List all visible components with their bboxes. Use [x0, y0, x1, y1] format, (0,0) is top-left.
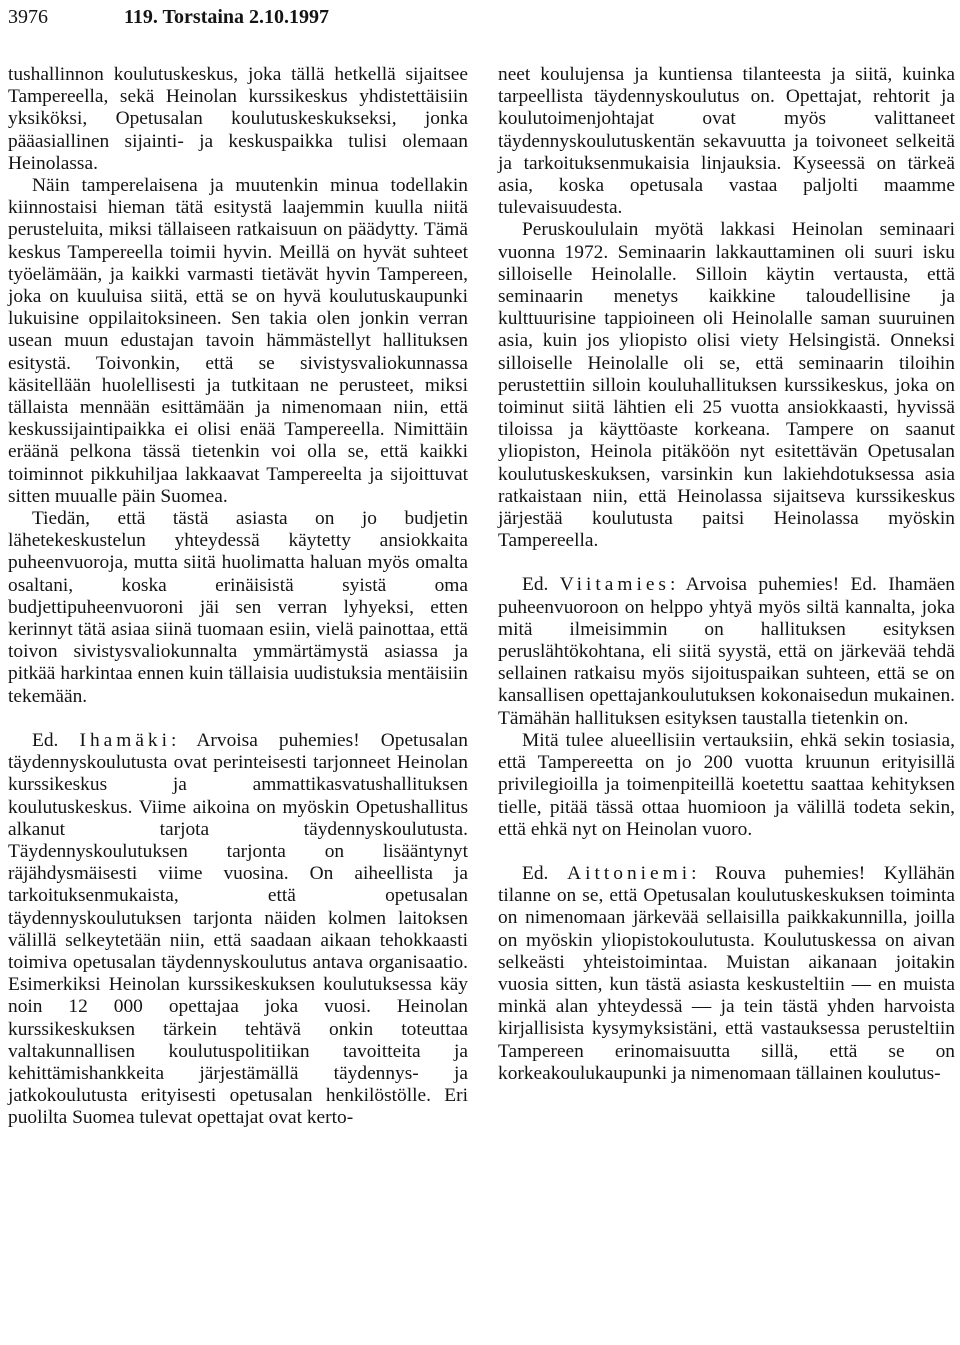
speech-paragraph: [498, 863, 955, 1085]
speaker-name: Aittoniemi: [567, 862, 692, 884]
speech-paragraph: [498, 574, 955, 729]
speaker-prefix: Ed.: [32, 729, 80, 751]
speaker-prefix: Ed.: [522, 862, 568, 884]
speech-text: : Arvoisa puhemies! Ed. Ihamäen puheenvuoroon on helppo yhtyä myös siltä kannalta, joka mitä ilmeisimmin on hallituksen esityksen peruslähtökohtana, eli siitä syystä, että on järkevää tehdä sellainen ratkaisu myös sijoituspaikan suhteen, että se on kansallisen opettajankoulutuksen kokonaisedun mukainen. Tämähän hallituksen esityksen taustalla tietenkin on.: [498, 574, 955, 729]
session-date: 119. Torstaina 2.10.1997: [124, 6, 330, 28]
speech-text: : Arvoisa puhemies! Opetusalan täydennyskoulutusta ovat perinteisesti tarjonneet Heinolan kurssikeskus ja ammattikasvatushallituksen koulutuskeskus. Viime aikoina on myöskin Opetushallitus alkanut tarjota täydennyskoulutusta. Täydennyskoulutuksen tarjonta on lisääntynyt räjähdysmäisesti viime vuosina. On aiheellista ja tarkoituksenmukaista, että opetusalan täydennyskoulutuksen tarjonta näiden kolmen laitoksen välillä selkeytetään niin, että saadaan aikaan tehokkaasti toimiva opetusalan täydennyskoulutus antava organisaatio. Esimerkiksi Heinolan kurssikeskuksen koulutuksessa käy noin 12 000 opettajaa joka vuosi. Heinolan kurssikeskuksen tärkein tehtävä onkin toteuttaa valtakunnallisen koulutuspolitiikan tavoitteita ja kehittämishankkeita järjestämällä täydennys- ja jatkokoulutusta erityisesti opetusalan henkilöstölle. Eri puolilta Suomea tulevat opettajat ovat kerto-: [8, 729, 468, 1129]
paragraph: neet koulujensa ja kuntiensa tilanteesta ja siitä, kuinka tarpeellista täydennyskoulutus on. Opettajat, rehtorit ja koulutoimenjohtajat ovat myös valittaneet täydennyskoulutuskentän sekavuutta ja toivoneet selkeitä ja tarkoituksenmukaisia linjauksia. Kyseessä on tärkeä asia, koska opetusala vastaa paljolti maamme tulevaisuudesta.: [498, 64, 955, 219]
right-column: [498, 64, 955, 1085]
speaker-name: Viitamies: [559, 574, 670, 596]
paragraph: tushallinnon koulutuskeskus, joka tällä hetkellä sijaitsee Tampereella, sekä Heinolan kurssikeskus yhdistettäisiin yksiköksi, Opetusalan koulutuskeskukseksi, jonka pääasiallinen sijainti- ja keskuspaikka tulisi olemaan Heinolassa.: [8, 64, 468, 174]
paragraph: Tiedän, että tästä asiasta on jo budjetin lähetekeskustelun yhteydessä käytetty ansiokkaita puheenvuoroja, mutta siitä huolimatta haluan myös omalta osaltani, koska erinäisistä syistä oma budjettipuheenvuoroni jäi sen verran lyhyeksi, etten kerinnyt tätä asiaa siinä tuomaan esiin, vielä painottaa, että toivon sivistysvaliokunnalta ymmärtämystä asiassa ja pitkää harkintaa ennen kuin tällaisia uudistuksia mentäisiin tekemään.: [8, 508, 468, 707]
speech-paragraph: [8, 730, 468, 1130]
left-column: [8, 64, 468, 1130]
speaker-prefix: Ed.: [522, 574, 560, 596]
paragraph: Näin tamperelaisena ja muutenkin minua todellakin kiinnostaisi hieman tätä esitystä laajemmin kuulla niitä perusteluita, miksi tällaiseen ratkaisuun on päädytty. Tämä keskus Tampereella toimii hyvin. Meillä on hyvät suhteet työelämään, ja kaikki varmasti tietävät hyvin Tampereen, joka on kuuluisa siitä, että se on hyvä koulutuskaupunki lukuisine oppilaitoksineen. Sen takia olen jonkin verran usean muun edustajan tavoin hämmästellyt hallituksen esitystä. Toivonkin, että se sivistysvaliokunnassa käsitellään huolellisesti ja tutkitaan ne perusteet, miksi tällaista mennään esittämään ja nimenomaan niin, että keskussijaintipaikka ei olisi enää Tampereella. Nimittäin eräänä pelkona tässä tietenkin voi olla se, että kaikki toiminnot pikkuhiljaa lakkaavat Tampereelta ja sijoittuvat sitten muualle päin Suomea.: [8, 175, 468, 507]
paragraph: Mitä tulee alueellisiin vertauksiin, ehkä sekin tosiasia, että Tampereetta on jo 200 vuotta kruunun erityisillä privilegioilla ja toimenpiteillä koetettu saattaa kehityksen tielle, pitää tässä ottaa huomioon ja välillä todeta sekin, että ehkä nyt on Heinolan vuoro.: [498, 729, 955, 840]
speaker-name: Ihamäki: [79, 729, 172, 751]
paragraph: Peruskoululain myötä lakkasi Heinolan seminaari vuonna 1972. Seminaarin lakkauttaminen oli suuri isku silloiselle Heinolalle. Silloin käytin vertausta, että seminaarin menetys kaikkine taloudellisine ja kulttuurisine tappioineen oli Heinolalle saman suuruinen asia, kuin jos yliopisto olisi viety Helsingistä. Onneksi silloiselle Heinolalle oli se, että seminaarin tiloihin perustettiin silloin kouluhallituksen kurssikeskus, joka on toiminut siitä lähtien eli 25 vuotta ansiokkaasti, hyvissä tiloissa ja käyttöaste korkeana. Tampere on saanut yliopiston, Heinola pitäköön nyt esitettävän Opetusalan koulutuskeskuksen, varsinkin kun lakiehdotuksessa asia ratkaistaan niin, että Heinolassa sijaitseva kurssikeskus järjestää koulutusta paitsi Heinolassa myöskin Tampereella.: [498, 219, 955, 552]
speech-text: : Rouva puhemies! Kyllähän tilanne on se, että Opetusalan koulutuskeskuksen toiminta on nimenomaan järkevää sellaisilla paikkakunnilla, joilla on myöskin yliopistokoulutusta. Koulutuskessa on aivan selkeästi yhteistoimintaa. Muistan aikanaan joitakin vuosia sitten, kun tästä asiasta keskusteltiin — en muista minkä alan yhteydessä — ja tein tästä yhden harvoista kirjallisista kysymyksistäni, että vastauksessa perusteltiin Tampereen erinomaisuutta sillä, että se on korkeakoulukaupunki ja nimenomaan tällainen koulutus-: [498, 862, 955, 1084]
page-header: [8, 6, 952, 36]
page-number: 3976: [8, 6, 48, 28]
